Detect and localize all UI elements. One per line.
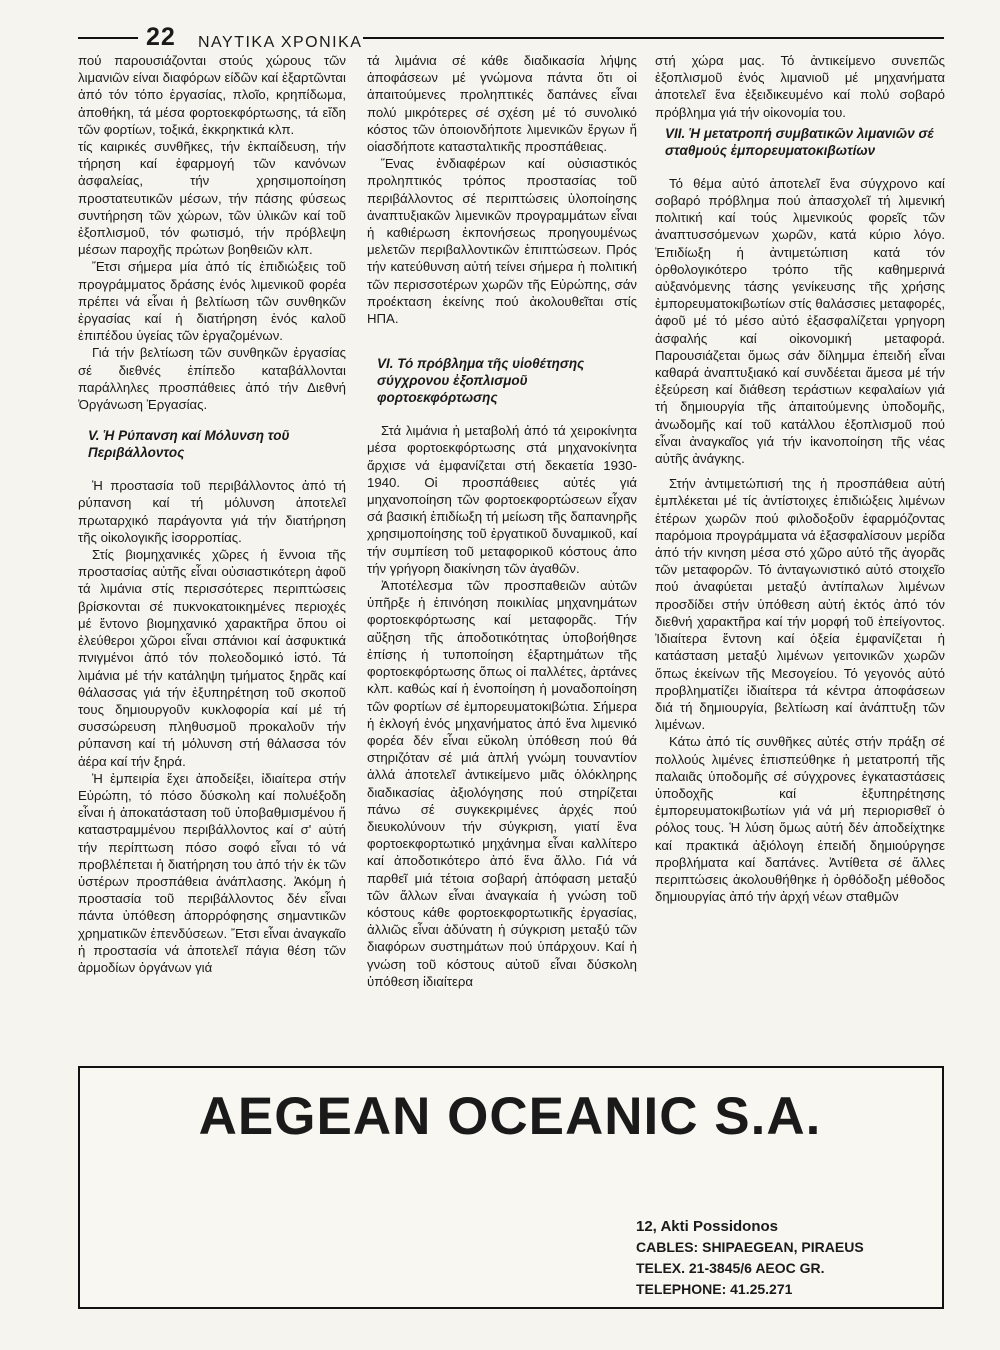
article-column-3 bbox=[655, 52, 945, 1062]
paragraph: Κάτω ἀπό τίς συνθῆκες αὐτές στήν πράξη σέ πολλούς λιμένες ἐπισπεύθηκε ἡ μετατροπή τῆς παλαιᾶς ὑποδομῆς σέ σύγχρονες ἐγκαταστάσεις ὑποδοχῆς καί ἐξυπηρέτησης ἐμπορευματοκιβωτίων γιά νά μή περιορισθεῖ ὁ ρόλος τους. Ἡ λύση ὅμως αὐτή δέν ἀποδείχτηκε καί πρακτικά ἀξιόλογη ἐπειδή δημιούργησε προβλήματα καί δαπάνες. Ἀντίθετα σέ ἄλλες περιπτώσεις ἀκολουθήθηκε ἡ ὀρθόδοξη μέθοδος δημιουργίας ἀπό τήν ἀρχή νέων σταθμῶν bbox=[655, 734, 945, 905]
paragraph: Ἕνας ἐνδιαφέρων καί οὐσιαστικός προληπτικός τρόπος προστασίας τοῦ περιβάλλοντος σέ περιπτώσεις ὑλοποίησης ἀναπτυξιακῶν λιμενικῶν προγραμμάτων εἶναι ἡ καθιέρωση ἐκπονήσεως προηγουμένως μελετῶν περιβαλλοντικῶν ἐπιπτώσεων. Πρός τήν κατεύθυνση αὐτή τείνει σήμερα ἡ πολιτική τῶν περισσοτέρων χωρῶν τῆς Εὐρώπης, σάν προέκταση ἐκείνης πού ἀκολουθεῖται στίς ΗΠΑ. bbox=[367, 156, 637, 327]
paragraph: Τό θέμα αὐτό ἀποτελεῖ ἕνα σύγχρονο καί σοβαρό πρόβλημα πού ἀπασχολεῖ τή λιμενική πολιτική καί τούς λιμενικούς φορεῖς τῶν ἀναπτυσσόμενων χωρῶν, κατά κύριο λόγο. Ἐπιδίωξη ἡ ἀντιμετώπιση κατά τόν ὀρθολογικότερο τρόπο τῆς καθημερινά αὐξανόμενης τάσης γενίκευσης τῆς χρήσης ἐμπορευματοκιβωτίων στίς θαλάσσιες μεταφορές, ἀφοῦ μέ τό μέσο αὐτό ἐξασφαλίζεται γρηγορη ἀσφαλής καί οἰκονομική μεταφορά. Παρουσιάζεται ὅμως σάν δίλημμα ἐπειδή εἶναι καθαρά ἀναπτυξιακό καί συνδέεται ἄμεσα μέ τήν ἐξεύρεση καί διάθεση τεράστιων κεφαλαίων γιά τή δημιουργία τῆς ἀπαιτούμενης ὑποδομῆς, ἀνωδομῆς καί τοῦ κατάλλου ἐξοπλισμοῦ πού εἶναι ἀναγκαῖος γιά τήν ἱκανοποίηση τῆς νέας αὐτῆς ἀνάγκης. bbox=[655, 175, 945, 467]
street-address: 12, Akti Possidonos bbox=[636, 1218, 778, 1235]
section-heading-vi: VI. Τό πρόβλημα τῆς υἱοθέτησης σύγχρονου ἐξοπλισμοῦ φορτοεκφόρτωσης bbox=[377, 356, 585, 406]
paragraph: Ἡ προστασία τοῦ περιβάλλοντος ἀπό τή ρύπανση καί τή μόλυνση ἀποτελεῖ πρωταρχικό παράγοντα γιά τήν διατήρηση τῆς οἰκολογικῆς ἰσορροπίας. bbox=[78, 478, 346, 545]
paragraph: Στά λιμάνια ἡ μεταβολή ἀπό τά χειροκίνητα μέσα φορτοεκφόρτωσης στά μηχανοκίνητα ἄρχισε νά ἐμφανίζεται στή δεκαετία 1930-1940. Οἱ προσπάθειες αὐτές γιά μηχανοποίηση τῶν φορτοεκφορτώσεων εἶχαν σά βασική ἐπιδίωξη τή μείωση τῆς δαπανηρῆς χρησιμοποίησης τοῦ ἐργατικοῦ δυναμικοῦ, καί τήν συμπίεση τοῦ μεταφορικοῦ κόστους ἀπο τήν γρήγορη διακίνηση τῶν ἀγαθῶν. bbox=[367, 423, 637, 576]
section-heading-vii: VII. Ἡ μετατροπή συμβατικῶν λιμανιῶν σέ σταθμούς ἐμπορευματοκιβωτίων bbox=[665, 125, 934, 158]
telex-line: TELEX. 21-3845/6 AEOC GR. bbox=[636, 1260, 825, 1276]
paragraph: Γιά τήν βελτίωση τῶν συνθηκῶν ἐργασίας σέ διεθνές ἐπίπεδο καταβάλλονται παράλληλες προσπάθειες ἀπό τήν Διεθνή Ὀργάνωση Ἐργασίας. bbox=[78, 345, 346, 413]
advertisement-box bbox=[78, 1066, 944, 1309]
paragraph: Ἀποτέλεσμα τῶν προσπαθειῶν αὐτῶν ὑπῆρξε ἡ ἐπινόηση ποικιλίας μηχανημάτων φορτοεκφόρτωσης καί μεταφορᾶς. Τήν αὔξηση τῆς ἀποδοτικότητας ὑποβοήθησε ἐπίσης ἡ τυποποίηση ἐξαρτημάτων τῆς φορτοεκφόρτωσης ὅπως οἱ παλλέτες, ἀρτάνες κλπ. καθώς καί ἡ ἑνοποίηση ἡ μοναδοποίηση τῶν φορτίων σέ ἐμπορευματοκιβώτια. Σήμερα ἡ ἐκλογή ἑνός μηχανήματος ἀπό ἕνα λιμενικό φορέα δέν εἶναι εὔκολη ὑπόθεση πού θά στηριζόταν σέ μιά ἁπλή γνώμη τουναντίον ἀλλά ἀποτελεῖ ἀντικείμενο μιᾶς ὁλόκληρης διαδικασίας ἀξιολόγησης πού στηρίζεται πάνω σέ συγκεκριμένες ἀρχές πού διευκολύνουν τήν σύγκριση, γιατί ἕνα φορτοεκφορτωτικό μηχάνημα εἶναι καλλίτερο καί ἀποδοτικότερο ἀπό ἕνα ἄλλο. Γιά νά παρθεῖ μιά τέτοια σοβαρή ἀπόφαση μεταξύ τῶν ἄλλων εἶναι ἀναγκαία ἡ γνώση τοῦ κόστους κάθε φορτοεκφορτωτικῆς ἐργασίας, ἀλλιῶς εἶναι ἀδύνατη ἡ σύγκριση μεταξύ τῶν διαφόρων συστημάτων πού ὑπάρχουν. Καί ἡ γνώση τοῦ κόστους αὐτοῦ εἶναι δύσκολη ὑπόθεση ἰδιαίτερα bbox=[367, 578, 637, 989]
paragraph: στή χώρα μας. Τό ἀντικείμενο συνεπῶς ἐξοπλισμοῦ ἑνός λιμανιοῦ μέ μηχανήματα ἀποτελεῖ ἕνα ἐξειδικευμένο καί πολύ σοβαρό πρόβλημα γιά τήν οἰκονομία του. bbox=[655, 53, 945, 120]
paragraph: Στίς βιομηχανικές χῶρες ἡ ἔννοια τῆς προστασίας αὐτῆς εἶναι οὐσιαστικότερη ἀφοῦ τά λιμάνια στίς περισσότερες περιπτώσεις βρίσκονται σέ πυκνοκατοικημένες περιοχές μέ ἔντονο βιομηχανικό χαρακτῆρα ὅπου οἱ ἐλεύθεροι χῶροι εἶναι σπάνιοι καί ἀσφυκτικά πνιγμένοι ἀπό τόν πολεοδομικό ἱστό. Τά λιμάνια μέ τήν κατάληψη τμήματος ξηρᾶς καί θάλασσας γιά τήν ἐξυπηρέτηση τοῦ σκοποῦ τους δημιουργοῦν κυκλοφορία καί μέ τή συσσώρευση πληθυσμοῦ προκαλοῦν τήν ρύπανση καί τή μόλυνση στή θάλασσα τόν ἀέρα καί τήν ξηρά. bbox=[78, 547, 346, 769]
cables-line: CABLES: SHIPAEGEAN, PIRAEUS bbox=[636, 1239, 864, 1255]
header-rule-right bbox=[363, 37, 944, 39]
paragraph: Ἔτσι σήμερα μία ἀπό τίς ἐπιδιώξεις τοῦ προγράμματος δράσης ἑνός λιμενικοῦ φορέα πρέπει νά εἶναι ἡ βελτίωση τῶν συνθηκῶν ἐργασίας καί ἡ διατήρηση ἑνός καλοῦ ἐπιπέδου ὑγείας τῶν ἐργαζομένων. bbox=[78, 259, 346, 344]
paragraph: Στήν ἀντιμετώπισή της ἡ προσπάθεια αὐτή ἐμπλέκεται μέ τίς ἀντίστοιχες ἐπιδιώξεις λιμένων ἑτέρων χωρῶν πού φιλοδοξοῦν ἐφαρμόζοντας παρόμοια προγράμματα νά ἐξασφαλίσουν μερίδα ἀπό τήν κινηση μέσα στό χῶρο αὐτό τῆς ἀγορᾶς τῶν μεταφορῶν. Τό ἀνταγωνιστικό αὐτό στοιχεῖο πού ἀναφύεται μεταξύ ἀντίπαλων λιμένων προσδίδει στήν ὑπόθεση αὐτή ἐκτός ἀπό τόν διεθνή χαρακτῆρα καί τήν μορφή τοῦ ἐπείγοντος. Ἰδιαίτερα ἔντονη καί ὀξεία ἐμφανίζεται ἡ κατάσταση μεταξύ λιμένων γειτονικῶν χωρῶν ὅπως ἐκείνων τῆς Μεσογείου. Τό γεγονός αὐτό προβληματίζει ἰδιαίτερα τά κέντρα ἀποφάσεων διά τή δημιουργία, βελτίωση καί ἀνάπτυξη τῶν λιμένων. bbox=[655, 476, 945, 733]
paragraph: πού παρουσιάζονται στούς χώρους τῶν λιμανιῶν είναι διαφόρων είδῶν καί ἐξαρτῶνται ἀπό τόν τόπο ἐργασίας, πλοῖο, κρηπίδωμα, ἀποθήκη, τά μέσα φορτοεκφόρτωσης, τά εἴδη τῶν φορτίων, τοξικά, ἐκκρηκτικά κλπ. bbox=[78, 53, 346, 137]
advertiser-name: AEGEAN OCEANIC S.A. bbox=[198, 1087, 822, 1146]
paragraph: τά λιμάνια σέ κάθε διαδικασία λήψης ἀποφάσεων μέ γνώμονα πάντα ὅτι οἱ ἀπαιτούμενες προληπτικές δαπάνες εἶναι πολύ μικρότερες σέ σχέση μέ τό συνολικό κόστος τῶν ὁποιονδήποτε λιμενικῶν ἔργων ἤ οἱασδήποτε κατασταλτικῆς προσπάθειας. bbox=[367, 53, 637, 155]
article-column-1 bbox=[78, 52, 346, 1062]
header-rule-left bbox=[78, 37, 138, 39]
page-number: 22 bbox=[146, 23, 176, 51]
page-header bbox=[78, 23, 944, 54]
telephone-line: TELEPHONE: 41.25.271 bbox=[636, 1281, 793, 1297]
paragraph: τίς καιρικές συνθῆκες, τήν ἐκπαίδευση, τήν τήρηση καί ἐφαρμογή τῶν κανόνων ἀσφαλείας, τήν χρησιμοποίηση προστατευτικῶν μέσων, τήν πάσης φύσεως συντήρηση τῶν χώρων, τῶν ὑλικῶν καί τοῦ ἐξοπλισμοῦ, τόν φωτισμό, τήν πρόβλεψη μέσων παροχῆς πρώτων βοηθειῶν κλπ. bbox=[78, 139, 346, 258]
publication-title: ΝΑΥΤΙΚΑ ΧΡΟΝΙΚΑ bbox=[198, 34, 363, 51]
article-column-2 bbox=[367, 52, 637, 1062]
section-heading-v: V. Ἡ Ρύπανση καί Μόλυνση τοῦ Περιβάλλοντος bbox=[88, 428, 290, 461]
advertiser-contact bbox=[636, 1216, 864, 1300]
paragraph: Ἡ ἐμπειρία ἔχει ἀποδείξει, ἰδιαίτερα στήν Εὐρώπη, τό πόσο δύσκολη καί πολυέξοδη εἶναι ἡ ἀποκατάσταση τοῦ ὑποβαθμισμένου ἤ καταστραμμένου περιβάλλοντος καί σ' αὐτή τήν περίπτωση πόσο σοφό εἶναι τό νά προβλέπεται ἡ διατήρηση του ἀπό τήν ἐκ τῶν ὑστέρων προσπάθεια ἀνάπλασης. Ἀκόμη ἡ προστασία τοῦ περιβάλλοντος δέν εἶναι πάντα ὑπόθεση ἀπορρόφησης σημαντικῶν χρηματικῶν ἐπενδύσεων. Ἔτσι εἶναι ἀναγκαῖο ἡ προστασία νά ἀποτελεῖ πάγια θέση τῶν ἁρμοδίων ὀργάνων γιά bbox=[78, 770, 346, 975]
